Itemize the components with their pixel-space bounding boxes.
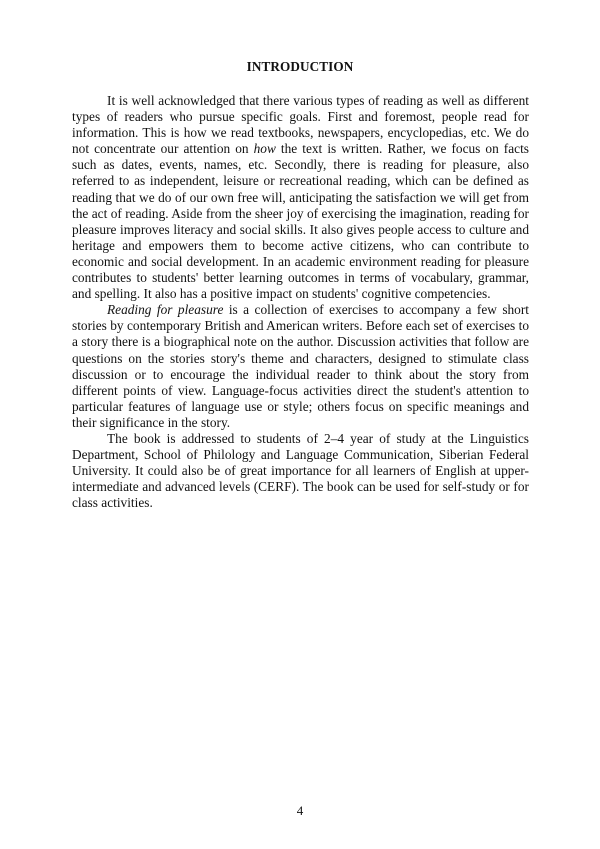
emphasis-run: how [253,141,276,157]
text-run: the text is written. Rather, we focus on facts such as dates, events, names, etc. Secondly, there is reading for pleasure, also referred to as independent, leisure or recreational reading, which can be defined as reading that we do of our own free will, anticipating the satisfaction we will get from the act of reading. Aside from the sheer joy of exercising the imagination, reading for pleasure improves literacy and social skills. It also gives people access to culture and heritage and empowers them to become active citizens, who can contribute to economic and social development. In an academic environment reading for pleasure contributes to students' better learning outcomes in terms of vocabulary, grammar, and spelling. It also has a positive impact on students' cognitive competencies. [72,141,529,302]
text-run: The book is addressed to students of 2–4 year of study at the Linguistics Department, School of Philology and Language Communication, Siberian Federal University. It could also be of great importance for all learners of English at upper-intermediate and advanced levels (CERF). The book can be used for self-study or for class activities. [72,430,529,511]
paragraph [72,431,529,511]
body-text [72,93,529,511]
page-title: INTRODUCTION [246,59,354,74]
text-run: It is well acknowledged that there various types of reading as well as different types of readers who pursue specific goals. First and foremost, people read for information. This is how we read textbooks, newspapers, encyclopedias, etc. We do not concentrate our attention on [72,93,529,157]
emphasis-run: Reading for pleasure [107,302,224,318]
text-run: is a collection of exercises to accompany a few short stories by contemporary British and American writers. Before each set of exercises to a story there is a biographical note on the author. Discussion activities that follow are questions on the stories story's theme and characters, designed to stimulate class discussion or to encourage the individual reader to think about the story from different points of view. Language-focus activities direct the student's attention to particular features of language use or style; others focus on specific meanings and their significance in the story. [72,302,530,430]
paragraph [72,302,529,431]
page-number: 4 [296,803,304,818]
paragraph [72,93,529,302]
